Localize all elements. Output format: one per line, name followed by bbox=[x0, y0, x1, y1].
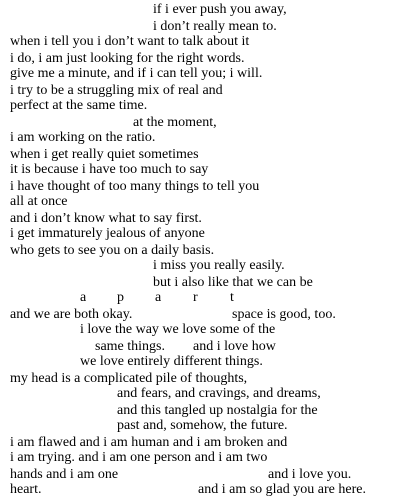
apart-letter: p bbox=[117, 290, 124, 305]
poem-line: i am flawed and i am human and i am broken and bbox=[10, 434, 288, 450]
poem-line: i don’t really mean to. bbox=[153, 18, 277, 34]
poem-line: past and, somehow, the future. bbox=[117, 418, 288, 433]
poem-line: i try to be a struggling mix of real and bbox=[10, 82, 223, 98]
poem-line: and i don’t know what to say first. bbox=[10, 210, 202, 226]
poem-line: give me a minute, and if i can tell you; i will. bbox=[10, 66, 263, 81]
poem-line: and this tangled up nostalgia for the bbox=[117, 402, 318, 418]
poem-line: i love the way we love some of the bbox=[80, 322, 276, 337]
poem-line: when i get really quiet sometimes bbox=[10, 146, 199, 162]
poem-line: it is because i have too much to say bbox=[10, 162, 209, 177]
apart-letter: t bbox=[230, 290, 234, 305]
apart-letter: a bbox=[155, 290, 162, 305]
poem-line: i am trying. and i am one person and i am two bbox=[10, 450, 268, 465]
poem-line: same things. bbox=[95, 338, 165, 354]
poem-line: i do, i am just looking for the right words. bbox=[10, 50, 245, 66]
poem-line: who gets to see you on a daily basis. bbox=[10, 242, 215, 258]
poem-line: i miss you really easily. bbox=[153, 258, 285, 273]
poem-line: perfect at the same time. bbox=[10, 98, 148, 113]
poem-line: space is good, too. bbox=[232, 306, 336, 322]
poem-line: and i love how bbox=[193, 338, 276, 354]
poem-line: and we are both okay. bbox=[10, 306, 133, 322]
poem-line: and i love you. bbox=[268, 466, 352, 482]
apart-letter: r bbox=[193, 290, 198, 305]
poem-line: but i also like that we can be bbox=[153, 274, 313, 290]
poem-line: i have thought of too many things to tell you bbox=[10, 178, 260, 194]
poem-line: hands and i am one bbox=[10, 466, 119, 482]
poem-line: all at once bbox=[10, 194, 68, 209]
poem-line: we love entirely different things. bbox=[80, 354, 263, 369]
poem-line: heart. bbox=[10, 482, 42, 497]
poem-line: at the moment, bbox=[133, 114, 217, 130]
poem-line: i get immaturely jealous of anyone bbox=[10, 226, 205, 241]
poem-line: when i tell you i don’t want to talk about it bbox=[10, 34, 250, 49]
poem-line: and fears, and cravings, and dreams, bbox=[117, 386, 321, 401]
poem-line: my head is a complicated pile of thoughts, bbox=[10, 370, 248, 386]
poem-line: if i ever push you away, bbox=[153, 2, 287, 17]
poem-line: and i am so glad you are here. bbox=[198, 482, 366, 497]
poem-line: i am working on the ratio. bbox=[10, 130, 156, 145]
apart-letter: a bbox=[80, 290, 87, 305]
